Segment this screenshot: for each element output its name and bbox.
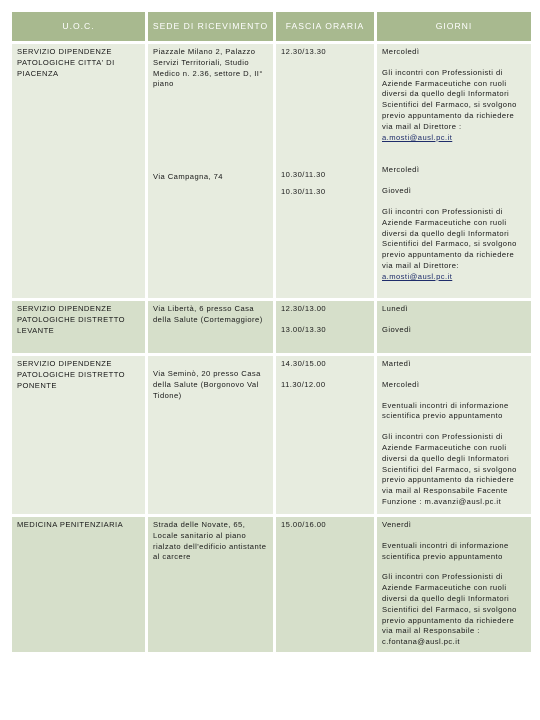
header-uoc: U.O.C.	[12, 12, 145, 41]
uoc-cell: SERVIZIO DIPENDENZE PATOLOGICHE DISTRETTO LEVANTE	[12, 301, 145, 353]
uoc-cell: SERVIZIO DIPENDENZE PATOLOGICHE CITTA' DI PIACENZA	[12, 44, 145, 298]
header-fascia-oraria: FASCIA ORARIA	[276, 12, 374, 41]
table-row	[12, 44, 531, 298]
table-row	[12, 301, 531, 353]
note-text: Gli incontri con Professionisti di Aziende Farmaceutiche con ruoli diversi da quello degli Informatori Scientifici del Farmaco, si svolgono previo appuntamento da richiedere via mail al Direttore :	[382, 67, 517, 131]
sede-cell: Via Libertà, 6 presso Casa della Salute (Cortemaggiore)	[148, 301, 273, 353]
header-row	[12, 12, 531, 41]
giorni-cell: Martedì Mercoledì Eventuali incontri di informazione scientifica previo appuntamento Gli incontri con Professionisti di Aziende Farmaceutiche con ruoli diversi da quello degli Informatori Scientifici del Farmaco, si svolgono previo appuntamento da richiedere via mail al Responsabile Facente Funzione : m.avanzi@ausl.pc.it	[377, 356, 531, 514]
sede-cell: Strada delle Novate, 65, Locale sanitario al piano rialzato dell'edificio antistante al carcere	[148, 517, 273, 652]
orario-cell: 14.30/15.00 11.30/12.00	[276, 356, 374, 514]
sede-cell: Via Seminò, 20 presso Casa della Salute (Borgonovo Val Tidone)	[148, 356, 273, 514]
orario-cell: 15.00/16.00	[276, 517, 374, 652]
giorni-cell: Mercoledì Gli incontri con Professionisti di Aziende Farmaceutiche con ruoli diversi da quello degli Informatori Scientifici del Farmaco, si svolgono previo appuntamento da richiedere via mail al Direttore : a.mosti@ausl.pc.it Mercoledì Giovedì Gli incontri con Professionisti di Aziende Farmaceutiche con ruoli diversi da quello degli Informatori Scientifici del Farmaco, si svolgono previo appuntamento da richiedere via mail al Direttore: a.mosti@ausl.pc.it	[377, 44, 531, 298]
note-text: Eventuali incontri di informazione scientifica previo appuntamento	[382, 400, 509, 421]
email-link[interactable]: a.mosti@ausl.pc.it	[382, 132, 453, 142]
header-sede: SEDE DI RICEVIMENTO	[148, 12, 273, 41]
note-text: Eventuali incontri di informazione scientifica previo appuntamento	[382, 540, 509, 561]
header-giorni: GIORNI	[377, 12, 531, 41]
uoc-cell: SERVIZIO DIPENDENZE PATOLOGICHE DISTRETTO PONENTE	[12, 356, 145, 514]
giorni-cell: Lunedì Giovedì	[377, 301, 531, 353]
orario-cell: 12.30/13.30 10.30/11.30 10.30/11.30	[276, 44, 374, 298]
table-row	[12, 517, 531, 652]
table-row	[12, 356, 531, 514]
email-link[interactable]: a.mosti@ausl.pc.it	[382, 271, 453, 281]
giorni-cell: Venerdì Eventuali incontri di informazione scientifica previo appuntamento Gli incontri con Professionisti di Aziende Farmaceutiche con ruoli diversi da quello degli Informatori Scientifici del Farmaco, si svolgono previo appuntamento da richiedere via mail al Responsabile : c.fontana@ausl.pc.it	[377, 517, 531, 652]
orario-cell: 12.30/13.00 13.00/13.30	[276, 301, 374, 353]
note-text: Gli incontri con Professionisti di Aziende Farmaceutiche con ruoli diversi da quello degli Informatori Scientifici del Farmaco, si svolgono previo appuntamento da richiedere via mail al Responsabile :	[382, 572, 517, 636]
note-text: Gli incontri con Professionisti di Aziende Farmaceutiche con ruoli diversi da quello degli Informatori Scientifici del Farmaco, si svolgono previo appuntamento da richiedere via mail al Responsabile Facente Funzione : m.avanzi@ausl.pc.it	[382, 432, 517, 506]
uoc-cell: MEDICINA PENITENZIARIA	[12, 517, 145, 652]
email-text: c.fontana@ausl.pc.it	[382, 637, 460, 647]
note-text: Gli incontri con Professionisti di Aziende Farmaceutiche con ruoli diversi da quello degli Informatori Scientifici del Farmaco, si svolgono previo appuntamento da richiedere via mail al Direttore:	[382, 206, 517, 270]
schedule-table	[9, 9, 534, 655]
sede-cell: Piazzale Milano 2, Palazzo Servizi Territoriali, Studio Medico n. 2.36, settore D, II° piano Via Campagna, 74	[148, 44, 273, 298]
